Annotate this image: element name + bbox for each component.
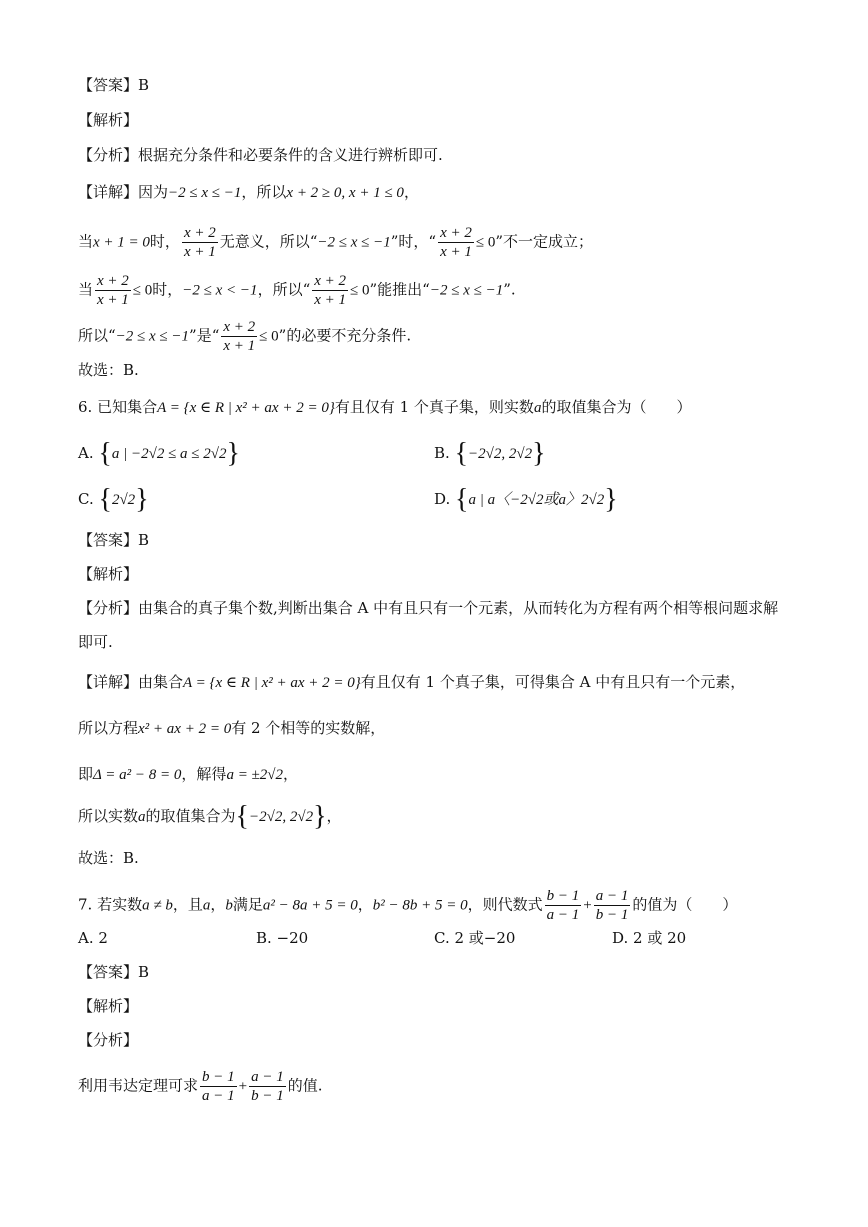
plus-sign: + bbox=[583, 897, 592, 914]
option-label: C. bbox=[78, 490, 94, 508]
math-equation: x + 1 = 0 bbox=[93, 234, 150, 251]
math-inequality: −2 ≤ x < −1 bbox=[182, 282, 258, 299]
q7-option-b: B. −20 bbox=[256, 929, 309, 947]
option-label: D. bbox=[434, 490, 451, 508]
text: ，所以“ bbox=[257, 280, 311, 299]
analysis-heading: 【解析】 bbox=[78, 565, 139, 583]
choose-line: 故选：B. bbox=[78, 361, 139, 379]
option-label: B. bbox=[434, 444, 450, 462]
text: ，解得 bbox=[181, 765, 227, 783]
text: ， bbox=[283, 765, 299, 783]
fraction: $\frac{a - 1}{b - 1}$ bbox=[251, 1069, 284, 1104]
option-text: −2√2, 2√2 bbox=[468, 446, 533, 462]
fraction: $\frac{x + 2}{x + 1}$ bbox=[314, 273, 347, 308]
text: 的取值集合为 bbox=[145, 807, 236, 825]
text: 所以“ bbox=[78, 326, 116, 345]
math-inequality: −2 ≤ x ≤ −1 bbox=[429, 282, 504, 299]
fenxi-line: 【分析】 bbox=[78, 1031, 139, 1049]
q7-option-d: D. 2 或 20 bbox=[612, 929, 687, 947]
text: 所以方程 bbox=[78, 719, 139, 737]
text: 6. 已知集合 bbox=[78, 398, 158, 416]
text: ”不一定成立； bbox=[495, 232, 594, 251]
option-text: 2√2 bbox=[111, 492, 136, 508]
question-7-stem bbox=[78, 887, 737, 924]
math-text: ≤ 0 bbox=[259, 328, 279, 345]
math-var: b bbox=[225, 897, 233, 914]
math-var: a bbox=[138, 809, 146, 825]
q6-option-a: A. {a | −2√2 ≤ a ≤ 2√2} bbox=[78, 438, 240, 469]
answer-line: 【答案】B bbox=[78, 963, 150, 981]
fraction: $\frac{x + 2}{x + 1}$ bbox=[183, 225, 216, 260]
choose-line: 故选：B. bbox=[78, 849, 139, 867]
math-set: A = {x ∈ R | x² + ax + 2 = 0} bbox=[183, 675, 361, 691]
text: ， bbox=[326, 807, 342, 825]
text: 7. 若实数 bbox=[78, 895, 143, 914]
fraction: $\frac{x + 2}{x + 1}$ bbox=[223, 319, 256, 354]
math-inequality: a ≠ b bbox=[142, 897, 173, 914]
math-var: a bbox=[202, 897, 211, 914]
math-equation: Δ = a² − 8 = 0 bbox=[93, 767, 182, 783]
text: 所以实数 bbox=[78, 807, 139, 825]
math-equation: b² − 8b + 5 = 0 bbox=[372, 897, 468, 914]
detail-line-3 bbox=[78, 272, 516, 309]
q7-option-a: A. 2 bbox=[78, 929, 108, 947]
detail-line-3 bbox=[78, 764, 298, 785]
math-var: a bbox=[533, 400, 542, 416]
fenxi-line: 【分析】根据充分条件和必要条件的含义进行辨析即可. bbox=[78, 146, 443, 164]
text: 时， bbox=[152, 280, 183, 299]
text: 的取值集合为（ ） bbox=[541, 398, 692, 416]
fenxi-line-2: 即可. bbox=[78, 633, 113, 651]
math-equation: a² − 8a + 5 = 0 bbox=[262, 897, 358, 914]
detail-line-4: 所以实数a的取值集合为{−2√2, 2√2}， bbox=[78, 801, 342, 832]
text: 时， bbox=[149, 232, 180, 251]
q7-option-c: C. 2 或−20 bbox=[434, 929, 516, 947]
q6-option-c: C. {2√2} bbox=[78, 484, 149, 515]
text: ，所以 bbox=[241, 183, 287, 201]
question-6-stem bbox=[78, 397, 691, 418]
text: 的值. bbox=[287, 1076, 323, 1095]
fraction: $\frac{b - 1}{a - 1}$ bbox=[202, 1069, 235, 1104]
last-line bbox=[78, 1068, 323, 1105]
math-inequality: −2 ≤ x ≤ −1 bbox=[168, 185, 242, 201]
math-set: A = {x ∈ R | x² + ax + 2 = 0} bbox=[157, 400, 335, 416]
detail-line-2 bbox=[78, 224, 593, 261]
text: 即 bbox=[78, 765, 94, 783]
text: ，且 bbox=[172, 895, 203, 914]
text: 的值为（ ） bbox=[632, 895, 738, 914]
text: ， bbox=[403, 183, 419, 201]
fraction: $\frac{x + 2}{x + 1}$ bbox=[97, 273, 129, 308]
detail-line-1 bbox=[78, 672, 745, 693]
text: 利用韦达定理可求 bbox=[78, 1076, 199, 1095]
text: 有 2 个相等的实数解， bbox=[231, 719, 386, 737]
text: 当 bbox=[78, 232, 94, 251]
math-set: −2√2, 2√2 bbox=[248, 809, 314, 825]
detail-label: 【详解】因为 bbox=[78, 183, 169, 201]
math-inequality: x + 2 ≥ 0, x + 1 ≤ 0 bbox=[286, 185, 404, 201]
text: 有且仅有 1 个真子集，可得集合 A 中有且只有一个元素， bbox=[360, 673, 746, 691]
q6-option-b: B. {−2√2, 2√2} bbox=[434, 438, 546, 469]
text: ”的必要不充分条件. bbox=[278, 326, 412, 345]
q6-option-d: D. {a | a〈−2√2或a〉2√2} bbox=[434, 484, 618, 515]
option-label: A. bbox=[78, 444, 94, 462]
text: ”时，“ bbox=[390, 232, 437, 251]
text: ， bbox=[357, 895, 373, 914]
math-inequality: −2 ≤ x ≤ −1 bbox=[115, 328, 190, 345]
text: ”. bbox=[503, 280, 516, 299]
text: ，则代数式 bbox=[467, 895, 543, 914]
plus-sign: + bbox=[238, 1078, 248, 1095]
math-equation: a = ±2√2 bbox=[226, 767, 284, 783]
text: ”能推出“ bbox=[369, 280, 430, 299]
fraction: $\frac{x + 2}{x + 1}$ bbox=[440, 225, 472, 260]
text: ， bbox=[210, 895, 226, 914]
text: 【详解】由集合 bbox=[78, 673, 184, 691]
detail-line-1 bbox=[78, 182, 419, 203]
math-text: ≤ 0 bbox=[475, 234, 496, 251]
math-text: ≤ 0 bbox=[350, 282, 370, 299]
answer-line: 【答案】B bbox=[78, 76, 150, 94]
analysis-heading: 【解析】 bbox=[78, 111, 139, 129]
detail-line-2 bbox=[78, 718, 385, 739]
text: ”是“ bbox=[189, 326, 220, 345]
detail-line-4 bbox=[78, 318, 411, 355]
analysis-heading: 【解析】 bbox=[78, 997, 139, 1015]
fraction: $\frac{a - 1}{b - 1}$ bbox=[595, 888, 629, 923]
option-text: a | −2√2 ≤ a ≤ 2√2 bbox=[111, 446, 227, 462]
text: 当 bbox=[78, 280, 94, 299]
math-text: ≤ 0 bbox=[132, 282, 153, 299]
fraction: $\frac{b - 1}{a - 1}$ bbox=[546, 888, 580, 923]
math-equation: x² + ax + 2 = 0 bbox=[138, 721, 232, 737]
text: 无意义，所以“ bbox=[219, 232, 318, 251]
text: 满足 bbox=[232, 895, 263, 914]
option-text: a | a〈−2√2或a〉2√2 bbox=[468, 492, 605, 508]
answer-line: 【答案】B bbox=[78, 531, 150, 549]
math-inequality: −2 ≤ x ≤ −1 bbox=[317, 234, 391, 251]
fenxi-line-1: 【分析】由集合的真子集个数,判断出集合 A 中有且只有一个元素，从而转化为方程有两个相等根问题求解 bbox=[78, 599, 779, 617]
text: 有且仅有 1 个真子集，则实数 bbox=[334, 398, 534, 416]
